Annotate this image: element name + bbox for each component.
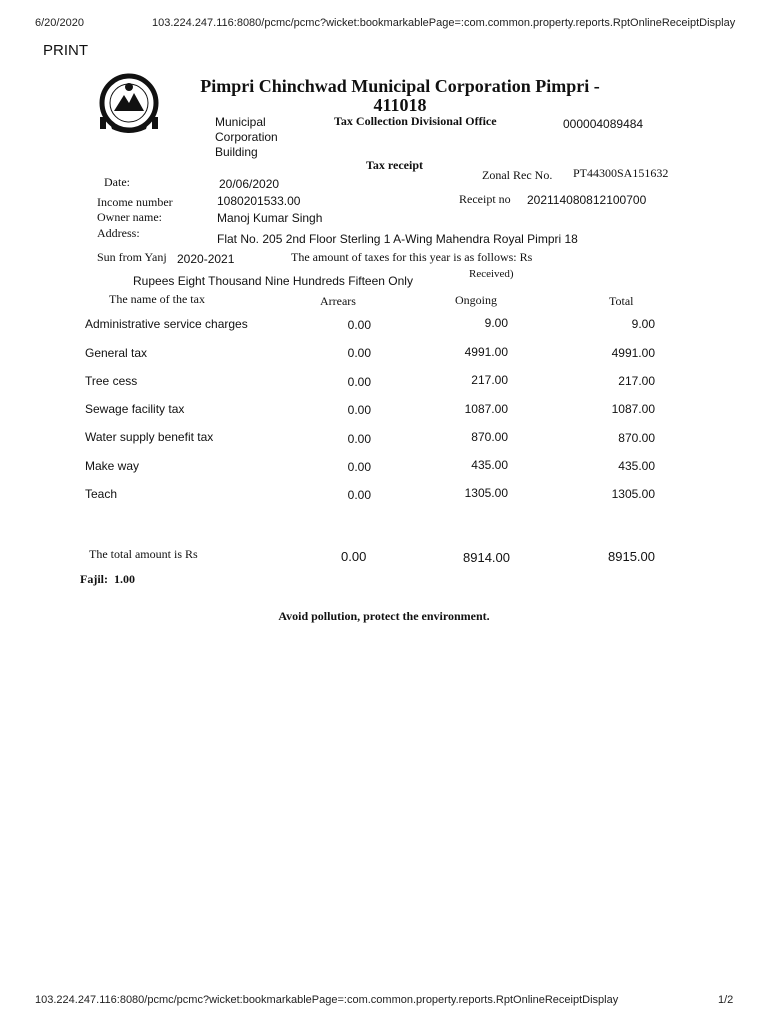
- fajil-label: Fajil:: [80, 572, 108, 586]
- tax-ongoing: 1305.00: [464, 486, 508, 500]
- corporation-title: [180, 77, 620, 115]
- print-page-count: 1/2: [718, 994, 734, 1006]
- footer-slogan: Avoid pollution, protect the environment.: [278, 609, 490, 623]
- tax-arrears: 0.00: [347, 432, 371, 446]
- office-code: 000004089484: [563, 117, 644, 131]
- owner-name-label: Owner name:: [97, 210, 162, 224]
- tax-total: 1087.00: [611, 402, 655, 416]
- tax-total: 1305.00: [611, 487, 655, 501]
- year-value: 2020-2021: [177, 252, 235, 266]
- tax-ongoing: 217.00: [471, 373, 508, 387]
- corporation-title-line1: Pimpri Chinchwad Municipal Corporation Pimpri -: [200, 76, 600, 96]
- address-label: Address:: [97, 226, 140, 240]
- amount-in-words: Rupees Eight Thousand Nine Hundreds Fifteen Only: [133, 274, 413, 288]
- owner-name-value: Manoj Kumar Singh: [217, 211, 323, 225]
- receipt-no-value: 202114080812100700: [527, 193, 647, 207]
- print-footer-url: 103.224.247.116:8080/pcmc/pcmc?wicket:bookmarkablePage=:com.common.property.reports.RptOnlineReceiptDisplay: [35, 994, 619, 1006]
- date-label: Date:: [104, 175, 130, 189]
- tax-ongoing: 435.00: [471, 458, 508, 472]
- address-line: Municipal: [215, 115, 266, 129]
- tax-arrears: 0.00: [347, 318, 371, 332]
- tax-name: Administrative service charges: [85, 317, 248, 331]
- tax-ongoing: 9.00: [484, 316, 508, 330]
- zonal-rec-label: Zonal Rec No.: [482, 168, 553, 182]
- tax-name: Teach: [85, 487, 118, 501]
- tax-arrears: 0.00: [347, 488, 371, 502]
- office-address: [215, 115, 278, 160]
- address-value: Flat No. 205 2nd Floor Sterling 1 A-Wing Mahendra Royal Pimpri 18: [217, 232, 578, 246]
- corporation-title-line2: 411018: [373, 95, 427, 115]
- tax-arrears: 0.00: [347, 403, 371, 417]
- col-header-arrears: Arrears: [320, 294, 356, 308]
- tax-total: 4991.00: [611, 346, 655, 360]
- tax-total: 217.00: [618, 374, 655, 388]
- tax-total: 9.00: [631, 317, 655, 331]
- total-arrears: 0.00: [341, 549, 367, 564]
- income-number-label: Income number: [97, 195, 173, 209]
- receipt-title: Tax receipt: [366, 158, 423, 172]
- tax-name: Water supply benefit tax: [85, 430, 214, 444]
- col-header-total: Total: [609, 294, 634, 308]
- print-button[interactable]: PRINT: [43, 42, 88, 59]
- address-line: Building: [215, 145, 258, 159]
- print-date: 6/20/2020: [35, 17, 84, 29]
- tax-name: General tax: [85, 346, 148, 360]
- print-url: 103.224.247.116:8080/pcmc/pcmc?wicket:bookmarkablePage=:com.common.property.reports.RptOnlineReceiptDisplay: [152, 17, 736, 29]
- tax-ongoing: 1087.00: [464, 402, 508, 416]
- year-label: Sun from Yanj: [97, 250, 167, 264]
- tax-total: 870.00: [618, 431, 655, 445]
- tax-ongoing: 870.00: [471, 430, 508, 444]
- zonal-rec-value: PT44300SA151632: [573, 166, 669, 180]
- total-label: The total amount is Rs: [89, 547, 198, 561]
- tax-arrears: 0.00: [347, 375, 371, 389]
- address-line: Corporation: [215, 130, 278, 144]
- tax-ongoing: 4991.00: [464, 345, 508, 359]
- tax-name: Tree cess: [85, 374, 138, 388]
- tax-arrears: 0.00: [347, 346, 371, 360]
- received-note: Received): [469, 268, 514, 280]
- tax-total: 435.00: [618, 459, 655, 473]
- amount-intro: The amount of taxes for this year is as follows: Rs: [291, 250, 533, 264]
- municipal-emblem-icon: [96, 73, 166, 140]
- date-value: 20/06/2020: [219, 177, 280, 191]
- tax-name: Make way: [85, 459, 140, 473]
- col-header-name: The name of the tax: [109, 292, 205, 306]
- income-number-value: 1080201533.00: [217, 194, 301, 208]
- total-total: 8915.00: [608, 549, 655, 564]
- receipt-no-label: Receipt no: [459, 192, 511, 206]
- total-ongoing: 8914.00: [463, 550, 510, 565]
- tax-arrears: 0.00: [347, 460, 371, 474]
- tax-name: Sewage facility tax: [85, 402, 185, 416]
- office-name: Tax Collection Divisional Office: [334, 114, 497, 128]
- col-header-ongoing: Ongoing: [455, 293, 497, 307]
- fajil-value: 1.00: [114, 572, 135, 586]
